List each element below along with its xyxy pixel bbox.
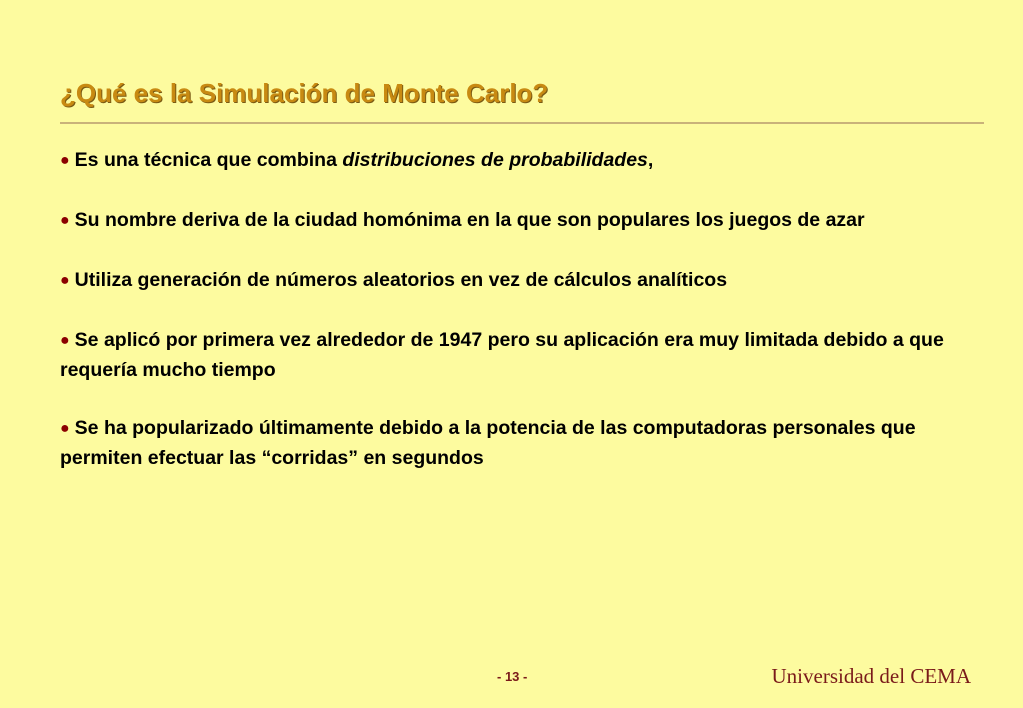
footer-brand: Universidad del CEMA [771, 664, 971, 688]
bullet-text: Se aplicó por primera vez alrededor de 1947 pero su aplicación era muy limitada debido a que requería mucho tiempo [60, 329, 944, 381]
bullet-dot-icon: ● [60, 212, 70, 229]
slide-title: ¿Qué es la Simulación de Monte Carlo? [60, 78, 549, 108]
bullet-text: Se ha popularizado últimamente debido a la potencia de las computadoras personales que permiten efectuar las “corridas” en segundos [60, 417, 916, 469]
bullet-emphasis: distribuciones de probabilidades [342, 149, 648, 171]
bullet-dot-icon: ● [60, 332, 70, 349]
bullet-list [60, 146, 990, 502]
bullet-text: Su nombre deriva de la ciudad homónima en la que son populares los juegos de azar [74, 209, 865, 231]
bullet-dot-icon: ● [60, 272, 70, 289]
bullet-item [60, 414, 990, 472]
title-divider [60, 122, 984, 124]
bullet-dot-icon: ● [60, 420, 70, 437]
page-number: - 13 - [497, 669, 528, 684]
bullet-text: Es una técnica que combina [74, 149, 343, 171]
bullet-text: Utiliza generación de números aleatorios en vez de cálculos analíticos [74, 269, 728, 291]
bullet-item [60, 146, 990, 176]
bullet-dot-icon: ● [60, 152, 70, 169]
bullet-item [60, 266, 990, 296]
bullet-item [60, 326, 990, 384]
bullet-item [60, 206, 990, 236]
bullet-tail: , [647, 149, 654, 171]
